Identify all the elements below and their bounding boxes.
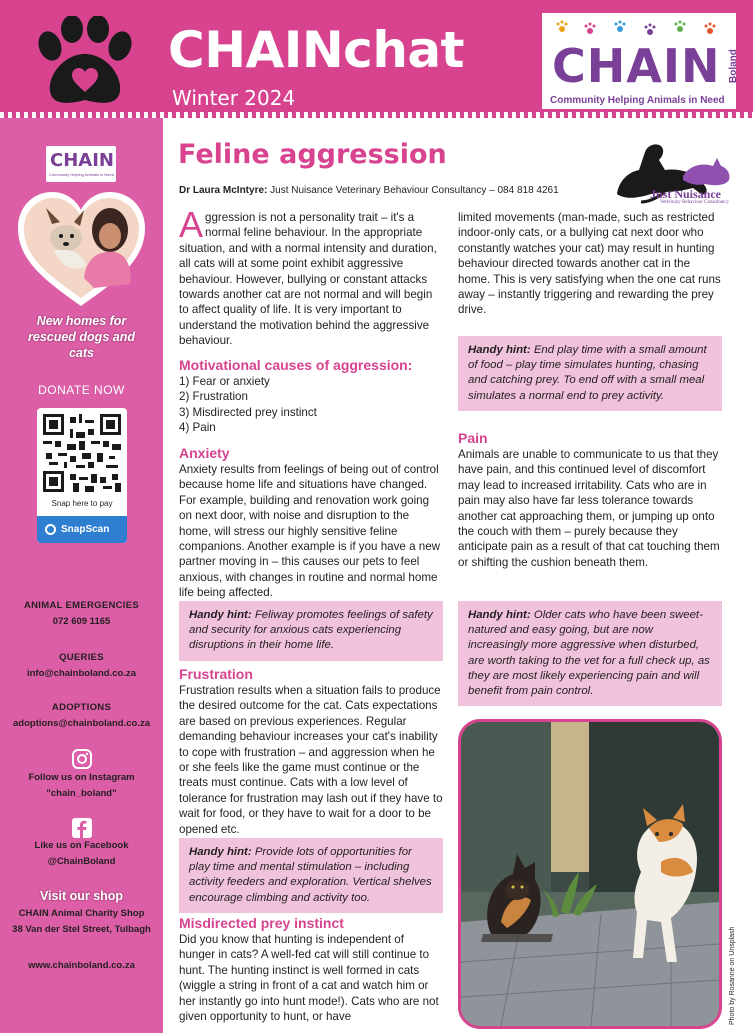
hint-label: Handy hint: [189, 609, 252, 621]
logo-wordmark: CHAIN [552, 39, 721, 93]
causes-heading: Motivational causes of aggression: [179, 357, 413, 373]
queries-email[interactable]: info@chainboland.co.za [26, 668, 137, 679]
header-banner [0, 0, 753, 118]
pain-heading: Pain [458, 430, 488, 446]
causes-list [179, 374, 443, 436]
snapscan-label: SnapScan [61, 524, 110, 535]
handy-hint-play [179, 838, 443, 913]
shop-name: CHAIN Animal Charity Shop [18, 908, 145, 919]
article-title: Feline aggression [178, 139, 447, 170]
adoptions-label: ADOPTIONS [51, 702, 112, 713]
donate-heading: DONATE NOW [38, 383, 125, 397]
prey-body-continued: limited movements (man-made, such as restricted indoor-only cats, or a bullying cat next door who constantly watches your cat) may result in hunting behaviour directed towards another cat in the home. This is very satisfying when the one cat runs away – instantly triggering and rewarding the prey drive. [458, 211, 721, 317]
facebook-line: Like us on Facebook [34, 840, 129, 851]
dropcap: A [179, 204, 204, 245]
adoptions-block [0, 700, 163, 732]
cause-item: 2) Frustration [179, 390, 248, 404]
colored-paws-icon [550, 17, 730, 39]
intro-text: ggression is not a personality trait – it's a normal feline behaviour. In the appropriate situation, and with a normal intensity and duration, all cats will at some point exhibit aggressive behaviour. However, bullying or constant attacks towards another cat are not normal and will begin to affect quality of life. It is very important to understand the motivation behind the aggressive behaviour. [179, 211, 437, 348]
handy-hint-feliway [179, 601, 443, 661]
facebook-block [0, 838, 163, 870]
cats-photo [458, 719, 722, 1029]
shop-address: 38 Van der Stel Street, Tulbagh [12, 924, 151, 935]
sidebar-caption: New homes for rescued dogs and cats [28, 314, 135, 360]
sidebar [0, 118, 163, 1033]
website-link[interactable]: www.chainboland.co.za [28, 960, 135, 971]
issue-label: Winter 2024 [172, 86, 296, 110]
qr-code-icon[interactable] [43, 414, 121, 492]
hint-text: Provide lots of opportunities for play time and mental stimulation – including activity feeders and exploration. Vertical shelves encourage climbing and activity too. [189, 846, 432, 904]
article-byline [179, 185, 559, 196]
hint-label: Handy hint: [468, 609, 531, 621]
shop-heading: Visit our shop [39, 889, 124, 903]
adoptions-email[interactable]: adoptions@chainboland.co.za [13, 718, 150, 729]
hint-label: Handy hint: [189, 846, 252, 858]
anxiety-heading: Anxiety [179, 445, 230, 461]
emergencies-label: ANIMAL EMERGENCIES [23, 600, 139, 611]
handy-hint-vet [458, 601, 722, 706]
hint-text: Feliway promotes feelings of safety and security for anxious cats experiencing disruptions in their home life. [189, 609, 433, 652]
pain-body: Animals are unable to communicate to us that they have pain, and this continued level of discomfort may lead to increased irritability. Cats who are in pain may also have far less tolerance towards another cat approaching them, or jumping up onto the couch with them – purely because they anticipate pain as a result of that cat touching them or shifting the cushion beneath them. [458, 448, 720, 569]
cause-item: 4) Pain [179, 421, 216, 435]
qr-note: Snap here to pay [51, 499, 113, 508]
instagram-handle[interactable]: "chain_boland" [46, 788, 117, 799]
emergencies-block [0, 598, 163, 630]
frustration-heading: Frustration [179, 666, 253, 682]
facebook-icon[interactable] [72, 818, 92, 838]
prey-heading: Misdirected prey instinct [179, 915, 344, 931]
frustration-body: Frustration results when a situation fails to produce the desired outcome for the cat. Cats expectations are based on previous experiences. Regular demanding behaviour increases your cat's inability to cope with frustration – and aggression when he or she feels like the game must continue or the treats must continue. Cats with a low level of tolerance for frustration may lash out if they have to wait for food, or they have to wait for a door to be opened etc. [179, 684, 443, 836]
cause-item: 3) Misdirected prey instinct [179, 405, 317, 419]
queries-block [0, 650, 163, 682]
cause-item: 1) Fear or anxiety [179, 375, 270, 388]
byline-affiliation: Just Nuisance Veterinary Behaviour Consultancy – 084 818 4261 [270, 185, 559, 196]
instagram-block [0, 770, 163, 802]
heart-photo [14, 188, 149, 308]
partner-logo-tagline: Veterinary Behaviour Consultancy [660, 200, 730, 205]
handy-hint-food [458, 336, 722, 411]
snapscan-button[interactable] [37, 516, 127, 543]
queries-label: QUERIES [59, 652, 104, 663]
paw-heart-icon [30, 16, 140, 111]
logo-region: Boland [728, 49, 739, 83]
masthead-title: CHAINchat [168, 21, 465, 79]
prey-body: Did you know that hunting is independent of hunger in cats? A well-fed cat will still continue to hunt. The hunting instinct is well formed in cats (wiggle a string in front of a cat and watch him or her instantly go into hunt mode!). Cats who are not given opportunity to hunt, or have [179, 933, 439, 1024]
photo-credit: Photo by Rosanne on Unsplash [729, 926, 736, 1025]
hint-text: Older cats who have been sweet-natured and easy going, but are now increasingly more aggressive when disturbed, are worth taking to the vet for a full check up, as they are most likely experiencing pain and will benefit from pain control. [468, 609, 710, 698]
partner-logo-word: Just Nuisance [650, 187, 722, 201]
chain-logo [540, 11, 738, 111]
facebook-handle[interactable]: @ChainBoland [47, 856, 116, 867]
sidebar-logo-tagline: Community Helping Animals in Need [49, 172, 114, 177]
snapscan-icon [45, 524, 56, 535]
anxiety-body: Anxiety results from feelings of being out of control because home life and situations have changed. For example, building and renovation work going on next door, with noise and disruption to the home, will stress our highly sensitive feline companions. Another example is if you have a new partner moving in – this causes our pets to feel anxious, with changes in routine and normal home life being affected. [179, 463, 441, 600]
byline-author: Dr Laura McIntyre: [179, 185, 268, 196]
emergencies-phone[interactable]: 072 609 1165 [52, 616, 111, 627]
cats-photo-illustration [461, 722, 719, 1026]
snapscan-card[interactable] [37, 408, 127, 543]
instagram-line: Follow us on Instagram [28, 772, 135, 783]
intro-paragraph [179, 204, 443, 349]
sidebar-logo [46, 146, 116, 182]
hint-text: End play time with a small amount of food – play time simulates hunting, chasing and catching prey. To end off with a small meal simulates a normal end to prey activity. [468, 344, 707, 402]
instagram-icon[interactable] [72, 749, 92, 769]
sidebar-logo-word: CHAIN [50, 150, 114, 171]
hint-label: Handy hint: [468, 344, 531, 356]
logo-tagline: Community Helping Animals in Need [550, 95, 725, 106]
shop-block [0, 906, 163, 938]
